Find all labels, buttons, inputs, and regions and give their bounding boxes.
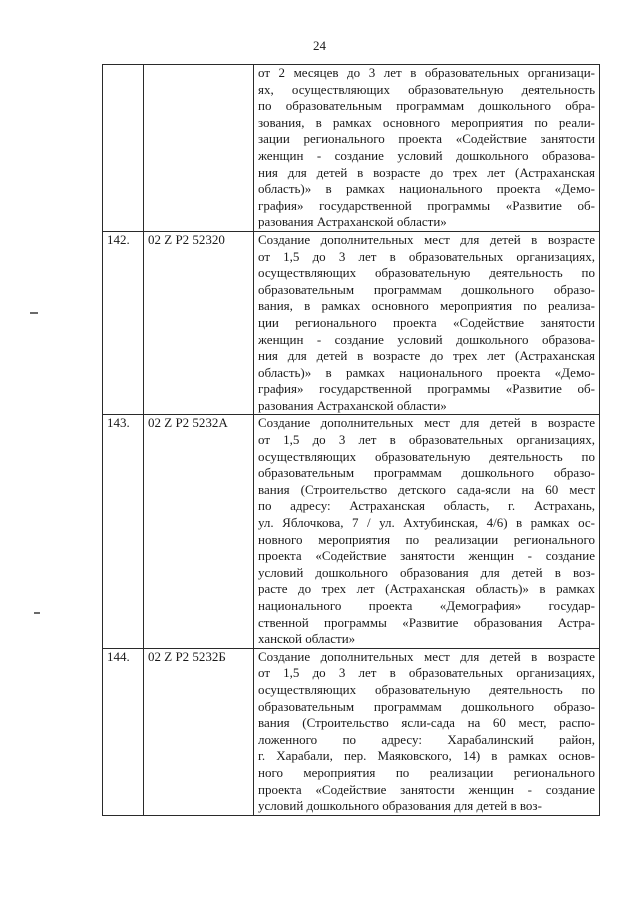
description-line: осуществляющих образовательную деятельность по	[258, 265, 595, 281]
description-line: вания (Строительство детского сада-ясли на 60 мест	[258, 481, 595, 497]
row-description	[254, 65, 600, 232]
budget-table	[102, 64, 600, 816]
description-line: от 2 месяцев до 3 лет в образовательных организаци-	[258, 65, 595, 80]
description-line: условий дошкольного образования для детей в воз-	[258, 798, 542, 814]
description-line: область)» в рамках национального проекта «Демо-	[258, 181, 595, 197]
description-line: по образовательным программам дошкольного обра-	[258, 98, 595, 114]
description-line: осуществляющих образовательную деятельность по	[258, 448, 595, 464]
description-line: от 1,5 до 3 лет в образовательных организациях,	[258, 432, 595, 448]
description-line: проекта «Содействие занятости женщин - создание	[258, 781, 595, 797]
budget-code: 02 Z P2 52320	[144, 231, 254, 415]
description-line: расте до трех лет (Астраханская область)» в рамках	[258, 581, 595, 597]
description-line: образовательным программам дошкольного образо-	[258, 698, 595, 714]
description-line: Создание дополнительных мест для детей в возрасте	[258, 231, 595, 247]
budget-code: 02 Z P2 5232Б	[144, 648, 254, 815]
table-row	[103, 231, 600, 415]
page-number: 24	[313, 38, 326, 53]
table-row	[103, 65, 600, 232]
description-line: женщин - создание условий дошкольного образова-	[258, 331, 595, 347]
description-line: Создание дополнительных мест для детей в возрасте	[258, 415, 595, 431]
description-line: от 1,5 до 3 лет в образовательных организациях,	[258, 665, 595, 681]
description-line: от 1,5 до 3 лет в образовательных организациях,	[258, 248, 595, 264]
description-line: г. Харабали, пер. Маяковского, 14) в рамках основ-	[258, 748, 595, 764]
description-line: графия» государственной программы «Развитие об-	[258, 197, 595, 213]
table-row	[103, 648, 600, 815]
description-line: ложенного по адресу: Харабалинский район,	[258, 731, 595, 747]
row-description	[254, 231, 600, 415]
description-line: вания (Строительство ясли-сада на 60 мест, распо-	[258, 715, 595, 731]
description-line: разования Астраханской области»	[258, 397, 447, 413]
budget-table-body	[103, 65, 600, 816]
description-line: область)» в рамках национального проекта «Демо-	[258, 364, 595, 380]
description-line: новного мероприятия по реализации регионального	[258, 531, 595, 547]
description-line: ханской области»	[258, 631, 356, 647]
description-line: женщин - создание условий дошкольного образова-	[258, 147, 595, 163]
description-line: ния для детей в возрасте до трех лет (Астраханская	[258, 164, 595, 180]
row-number: 142.	[103, 231, 144, 415]
description-line: ях, осуществляющих образовательную деятельность	[258, 81, 595, 97]
description-line: по адресу: Астраханская область, г. Астрахань,	[258, 498, 595, 514]
description-line: ния для детей в возрасте до трех лет (Астраханская	[258, 348, 595, 364]
description-line: условий дошкольного образования для детей в воз-	[258, 564, 595, 580]
description-line: ного мероприятия по реализации регионального	[258, 764, 595, 780]
table-row	[103, 415, 600, 648]
description-line: Создание дополнительных мест для детей в возрасте	[258, 648, 595, 664]
description-line: осуществляющих образовательную деятельность по	[258, 681, 595, 697]
description-line: проекта «Содействие занятости женщин - создание	[258, 548, 595, 564]
description-line: ул. Яблочкова, 7 / ул. Ахтубинская, 4/6) в рамках ос-	[258, 515, 595, 531]
row-number: 143.	[103, 415, 144, 648]
scan-mark	[34, 612, 40, 614]
description-line: ции регионального проекта «Содействие занятости	[258, 314, 595, 330]
row-description	[254, 648, 600, 815]
description-line: разования Астраханской области»	[258, 214, 447, 230]
description-line: зования, в рамках основного мероприятия по реали-	[258, 114, 595, 130]
scan-mark	[30, 312, 38, 314]
description-line: зации регионального проекта «Содействие занятости	[258, 131, 595, 147]
row-number	[103, 65, 144, 232]
description-line: образовательным программам дошкольного образо-	[258, 281, 595, 297]
budget-code	[144, 65, 254, 232]
description-line: национального проекта «Демография» государ-	[258, 598, 595, 613]
row-number: 144.	[103, 648, 144, 815]
row-description	[254, 415, 600, 648]
description-line: вания, в рамках основного мероприятия по реализа-	[258, 298, 595, 314]
description-line: образовательным программам дошкольного образо-	[258, 465, 595, 481]
description-line: графия» государственной программы «Развитие об-	[258, 381, 595, 397]
description-line: ственной программы «Развитие образования Астра-	[258, 614, 595, 630]
budget-code: 02 Z P2 5232А	[144, 415, 254, 648]
